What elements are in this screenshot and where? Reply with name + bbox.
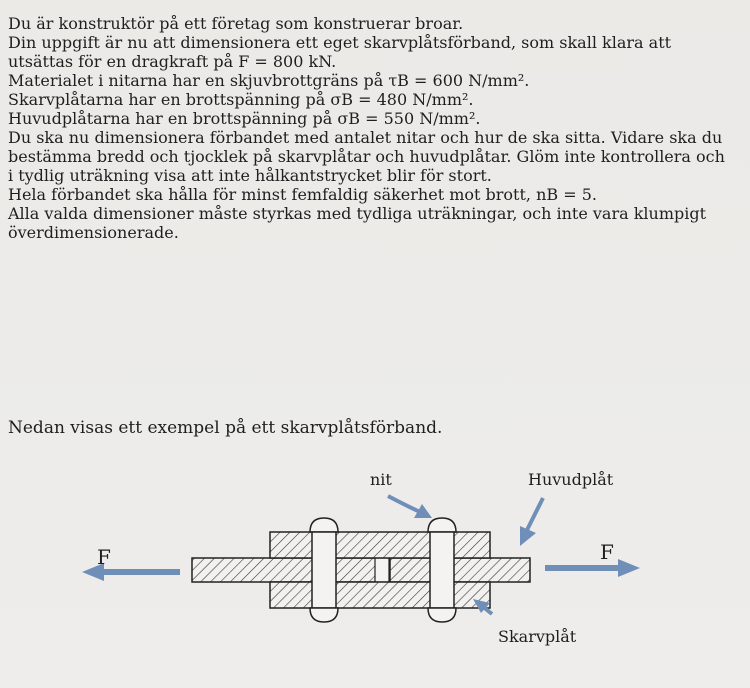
main-plate-left	[192, 558, 387, 582]
task-line-9: i tydlig uträkning visa att inte hålkantstrycket blir för stort.	[8, 166, 492, 185]
main-plate-right	[390, 558, 530, 582]
splice-plate-bottom	[270, 582, 490, 608]
task-line-11: Alla valda dimensioner måste styrkas med tydliga uträkningar, och inte vara klumpigt	[8, 204, 707, 223]
task-line-8: bestämma bredd och tjocklek på skarvplåtar och huvudplåtar. Glöm inte kontrollera och	[8, 147, 725, 166]
example-caption: Nedan visas ett exempel på ett skarvplåtsförband.	[8, 418, 443, 438]
task-line-3: utsättas för en dragkraft på F = 800 kN.	[8, 52, 337, 71]
task-line-12: överdimensionerade.	[8, 223, 179, 242]
rivet-right	[428, 518, 456, 622]
leader-arrow-nit	[388, 496, 432, 518]
gap-marker	[375, 558, 389, 582]
splice-plate-top	[270, 532, 490, 558]
task-line-2: Din uppgift är nu att dimensionera ett eget skarvplåtsförband, som skall klara att	[8, 33, 672, 52]
task-line-7: Du ska nu dimensionera förbandet med antalet nitar och hur de ska sitta. Vidare ska du	[8, 128, 723, 147]
label-nit: nit	[370, 470, 392, 489]
task-line-6: Huvudplåtarna har en brottspänning på σB = 550 N/mm².	[8, 109, 481, 128]
task-line-1: Du är konstruktör på ett företag som konstruerar broar.	[8, 14, 464, 33]
task-line-4: Materialet i nitarna har en skjuvbrottgräns på τB = 600 N/mm².	[8, 71, 530, 90]
label-huvudplat: Huvudplåt	[528, 470, 614, 489]
task-line-10: Hela förbandet ska hålla för minst femfaldig säkerhet mot brott, nB = 5.	[8, 185, 597, 204]
label-skarvplat: Skarvplåt	[498, 627, 577, 646]
rivet-left	[310, 518, 338, 622]
leader-arrow-huvudplat	[520, 498, 543, 546]
label-force-right: F	[600, 540, 614, 564]
task-line-5: Skarvplåtarna har en brottspänning på σB = 480 N/mm².	[8, 90, 474, 109]
label-force-left: F	[97, 545, 111, 569]
force-arrow-right	[545, 559, 640, 577]
